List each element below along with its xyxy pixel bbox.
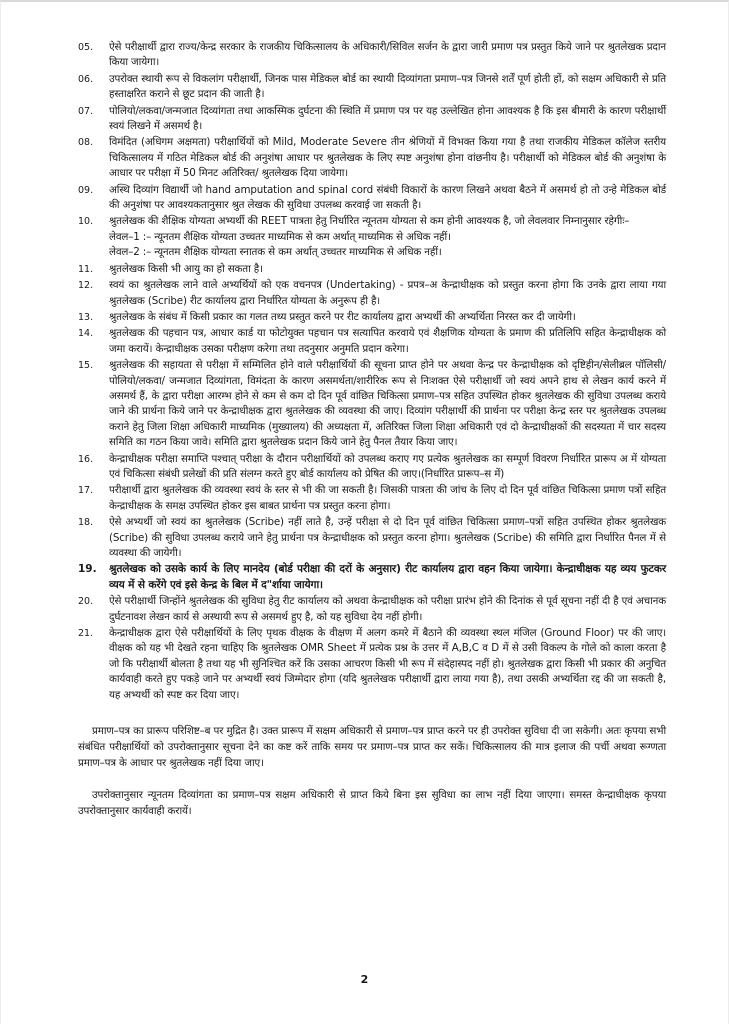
item-text: पोलियो/लकवा/जन्मजात दिव्यांगता तथा आकस्मिक दुर्घटना की स्थिति में प्रमाण पत्र पर यह उल्लेखित होना आवश्यक है कि इस बीमारी के कारण परीक्षार्थी स्वयं लिखने में असमर्थ है। [109, 104, 666, 133]
list-item [1, 483, 729, 514]
item-number: 12. [78, 280, 94, 292]
item-number: 21. [78, 628, 94, 640]
item-number: 13. [78, 311, 94, 323]
item-number: 16. [78, 453, 94, 465]
list-item [1, 183, 729, 214]
item-text: स्वयं का श्रुतलेखक लाने वाले अभ्यर्थियों को एक वचनपत्र (Undertaking) - प्रपत्र–अ केन्द्राधीक्षक को प्रस्तुत करना होगा कि उनके द्वारा लाया गया श्रुतलेखक (Scribe) रीट कार्यालय द्वारा निर्धारित योग्यता के अनुरूप ही है। [109, 279, 666, 307]
list-item [1, 214, 729, 260]
item-text: केन्द्राधीक्षक परीक्षा समाप्ति पश्चात् परीक्षा के दौरान परीक्षार्थियों को उपलब्ध कराए गए प्रत्येक श्रुतलेखक का सम्पूर्ण विवरण निर्धारित प्रारूप अ में योग्यता एवं चिकित्सा संबंधी प्रलेखों की प्रति संलग्न करते हुए बोर्ड कार्यालय को प्रेषित की जाए।(निर्धारित प्रारूप–स में) [109, 452, 666, 480]
item-number: 15. [78, 360, 94, 372]
item-text: श्रुतलेखक की पहचान पत्र, आधार कार्ड या फोटोयुक्त पहचान पत्र सत्यापित करवाये एवं शैक्षणिक योग्यता के प्रमाण की प्रतिलिपि सहित केन्द्राधीक्षक को जमा करायें। केन्द्राधीक्षक उसका परीक्षण करेगा तथा तदनुसार अनुमति प्रदान करेगा। [109, 327, 666, 355]
closing-paragraph-1: प्रमाण–पत्र का प्रारूप परिशिष्ट–ब पर मुद्रित है। उक्त प्रारूप में सक्षम अधिकारी से प्रमाण–पत्र प्राप्त करने पर ही उपरोक्त सुविधा दी जा सकेगी। अतः कृपया सभी संबंधित परीक्षार्थियों को उपरोक्तानुसार सूचना देने का कष्ट करें ताकि समय पर प्रमाण–पत्र प्राप्त कर सकें। चिकित्सालय की मात्र इलाज की पर्ची अथवा रूग्णता प्रमाण–पत्र के आधार पर श्रुतलेखक नहीं दिया जाए। [78, 725, 666, 770]
list-item [1, 310, 729, 325]
closing-paragraph-2: उपरोक्तानुसार न्यूनतम दिव्यांगता का प्रमाण–पत्र सक्षम अधिकारी से प्राप्त किये बिना इस सुविधा का लाभ नहीं दिया जाएगा। समस्त केन्द्राधीक्षक कृपया उपरोक्तानुसार कार्यवाही करायें। [78, 789, 666, 818]
item-text: श्रुतलेखक किसी भी आयु का हो सकता है। [109, 262, 263, 275]
list-item [1, 452, 729, 483]
list-item [1, 515, 729, 561]
item-text: परीक्षार्थी द्वारा श्रुतलेखक की व्यवस्था स्वयं के स्तर से भी की जा सकती है। जिसकी पात्रता की जांच के लिए दो दिन पूर्व वांछित चिकित्सा प्रमाण पत्रों सहित केन्द्राधीक्षक के समक्ष उपस्थित होकर इस बाबत प्रार्थना पत्र प्रस्तुत करना होगा। [109, 484, 666, 512]
list-item [1, 326, 729, 357]
item-text: श्रुतलेखक की शैक्षिक योग्यता अभ्यर्थी की REET पात्रता हेतु निर्धारित न्यूनतम योग्यता से कम होनी आवश्यक है, जो लेवलवार निम्नानुसार रहेगीः– लेवल–1 :– न्यूनतम शैक्षिक योग्यता उच्चतर माध्यमिक से कम अर्थात् माध्यमिक से अधिक नहीं। लेवल–2 :– न्यूनतम शैक्षिक योग्यता स्नातक से कम अर्थात् उच्चतर माध्यमिक से अधिक नहीं। [109, 215, 630, 259]
list-item [1, 262, 729, 277]
item-number: 08. [78, 137, 94, 149]
item-text: श्रुतलेखक को उसके कार्य के लिए मानदेय (बोर्ड परीक्षा की दरों के अनुसार) रीट कार्यालय द्वारा वहन किया जायेगा। केन्द्राधीक्षक यह व्यय फुटकर व्यय में से करेंगे एवं इसे केन्द्र के बिल में द"र्शाया जायेगा। [109, 563, 666, 591]
item-number: 06. [78, 73, 94, 85]
item-text: विमंदित (अधिगम अक्षमता) परीक्षार्थियों को Mild, Moderate Severe तीन श्रेणियों में विभक्त किया गया है तथा राजकीय मेडिकल कॉलेज स्तरीय चिकित्सालय में गठित मेडिकल बोर्ड की अनुशंषा आधार पर श्रुतलेखक के लिए स्पष्ट अनुशंषा होना वांछनीय है। परीक्षार्थी को मेडिकल बोर्ड की अनुशंषा के आधार पर परीक्षा में 50 मिनट अतिरिक्त/ श्रुतलेखक दिया जायेगा। [109, 136, 666, 180]
list-item [1, 278, 729, 309]
item-number: 05. [78, 42, 94, 53]
item-number: 11. [78, 263, 94, 275]
item-text: केन्द्राधीक्षक द्वारा ऐसे परीक्षार्थियों के लिए पृथक वीक्षक के वीक्षण में अलग कमरे में बैठाने की व्यवस्था स्थल मंजिल (Ground Floor) पर की जाए। वीक्षक को यह भी देखते रहना चाहिए कि श्रुतलेखक OMR Sheet में प्रत्येक प्रश्न के उत्तर में A,B,C व D में से उसी विकल्प के गोले को काला करता है जो कि परीक्षार्थी बोलता है तथा यह भी सुनिश्चित करें कि उसका आचरण किसी भी रूप में संदेहास्पद नहीं हो। श्रुतलेखक द्वारा किसी भी प्रकार की अनुचित कार्यवाही करते हुए पकड़े जाने पर अभ्यर्थी स्वयं जिम्मेदार होगा (यदि श्रुतलेखक परीक्षार्थी द्वारा लाया गया है), तथा उसकी अभ्यर्थिता रद्द की जा सकती है, यह अभ्यर्थी को स्पष्ट कर दिया जाए। [109, 627, 666, 701]
item-number: 07. [78, 105, 94, 117]
item-number: 20. [78, 596, 94, 608]
instruction-list [1, 40, 729, 703]
list-item [1, 626, 729, 703]
list-item [1, 135, 729, 181]
item-text: ऐसे परीक्षार्थी द्वारा राज्य/केन्द्र सरकार के राजकीय चिकित्सालय के अधिकारी/सिविल सर्जन के द्वारा जारी प्रमाण पत्र प्रस्तुत किये जाने पर श्रुतलेखक प्रदान किया जायेगा। [109, 41, 666, 69]
list-item [1, 594, 729, 625]
list-item [1, 562, 729, 593]
item-number: 19. [78, 563, 97, 576]
item-number: 17. [78, 485, 94, 497]
item-text: उपरोक्त स्थायी रूप से विकलांग परीक्षार्थी, जिनक पास मेडिकल बोर्ड का स्थायी दिव्यांगता प्रमाण–पत्र जिनसे शर्तें पूर्ण होती हों, को सक्षम अधिकारी से प्रति हस्ताक्षरित कराने से छूट प्रदान की जाती है। [109, 72, 666, 101]
item-text: श्रुतलेखक के संबंध में किसी प्रकार का गलत तथ्य प्रस्तुत करने पर रीट कार्यालय द्वारा अभ्यर्थी की अभ्यर्थिता निरस्त कर दी जायेगी। [109, 310, 576, 323]
item-number: 10. [78, 216, 94, 228]
item-number: 14. [78, 328, 94, 340]
item-number: 18. [78, 517, 94, 529]
item-text: अस्थि दिव्यांग विद्यार्थी जो hand amputation and spinal cord संबंधी विकारों के कारण लिखने अथवा बैठने में असमर्थ हो तो उन्हे मेडिकल बोर्ड की अनुशंषा पर आवश्यकतानुसार श्रुत लेखक की सुविधा उपलब्ध करवाई जा सकती है। [109, 183, 666, 212]
item-text: ऐसे परीक्षार्थी जिन्होंने श्रुतलेखक की सुविधा हेतु रीट कार्यालय को अथवा केन्द्राधीक्षक को परीक्षा प्रारंभ होने की दिनांक से पूर्व सूचना नहीं दी है एवं अचानक दुर्घटनावश लेखन कार्य से अस्थायी रूप से असमर्थ हुए है, को यह सुविधा देय नहीं होगी। [109, 595, 666, 623]
list-item [1, 358, 729, 450]
item-text: ऐसे अभ्यर्थी जो स्वयं का श्रुतलेखक (Scribe) नहीं लाते है, उन्हें परीक्षा से दो दिन पूर्व वांछित चिकित्सा प्रमाण–पत्रों सहित उपस्थित होकर श्रुतलेखक (Scribe) की सुविधा उपलब्ध कराये जाने हेतु प्रार्थना पत्र केन्द्राधीक्षक को प्रस्तुत करना होगा। श्रुतलेखक (Scribe) की समिति द्वारा निर्धारित पैनल में से व्यवस्था की जायेगी। [109, 516, 666, 559]
page-number: 2 [360, 973, 369, 986]
list-item [1, 72, 729, 103]
item-number: 09. [78, 184, 94, 196]
document-body [1, 40, 729, 819]
list-item [1, 40, 729, 71]
item-text: श्रुतलेखक की सहायता से परीक्षा में सम्मिलित होने वाले परीक्षार्थियों की सूचना प्राप्त होने पर अथवा केन्द्र पर केन्द्राधीक्षक को दृष्टिहीन/सेलीब्रल पॉलिसी/पोलियो/लकवा/ जन्मजात दिव्यांगता, विमंदता के कारण असमर्थता/शारीरिक रूप से निःशक्त ऐसे परीक्षार्थी जो स्वयं अपने हाथ से लेखन कार्य करने में असमर्थ हैं, के द्वारा परीक्षा आरम्भ होने से कम से कम दो दिन पूर्व वांछित चिकित्सा प्रमाण–पत्र सहित उपस्थित होकर श्रुतलेखक की सुविधा उपलब्ध कराये जाने की प्रार्थना किये जाने पर केन्द्राधीक्षक द्वारा श्रुतलेखक की व्यवस्था की जाए। दिव्यांग परीक्षार्थी की प्रार्थना पर परीक्षा केन्द्र स्तर पर श्रुतलेखक उपलब्ध कराने हेतु जिला शिक्षा अधिकारी माध्यमिक (मुख्यालय) की अध्यक्षता में, अतिरिक्त जिला शिक्षा अधिकारी एवं दो केन्द्राधीक्षकों की सदस्यता में चार सदस्य समिति का गठन किया जावे। समिति द्वारा श्रुतलेखक प्रदान किये जाने हेतु पैनल तैयार किया जाए। [109, 359, 666, 449]
list-item [1, 104, 729, 135]
